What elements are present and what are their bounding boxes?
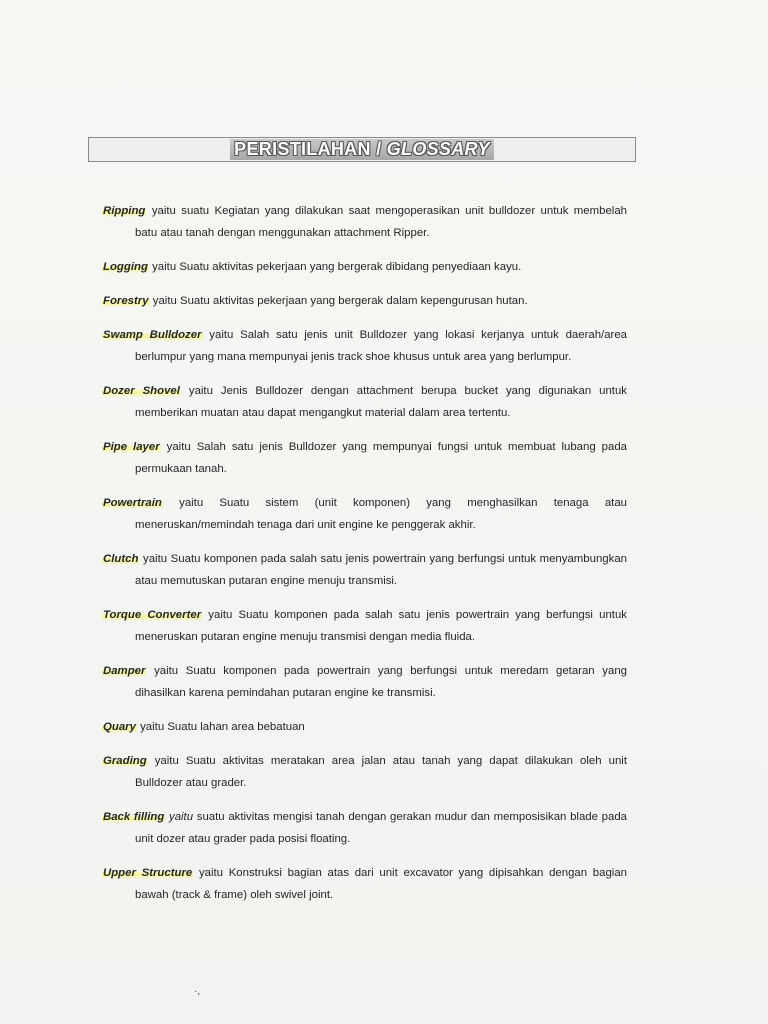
definition-rest: suatu aktivitas mengisi tanah dengan gerakan mudur dan memposisikan blade pada unit dozer atau grader pada posisi floating. <box>135 811 627 845</box>
stray-mark: ·, <box>194 986 201 997</box>
glossary-entry-upper-structure <box>102 862 627 906</box>
definition: yaitu Jenis Bulldozer dengan attachment berupa bucket yang digunakan untuk memberikan muatan atau dapat mengangkut material dalam area tertentu. <box>135 385 627 419</box>
definition: yaitu Suatu komponen pada salah satu jenis powertrain yang berfungsi untuk meneruskan putaran engine menuju transmisi dengan media fluida. <box>135 609 627 643</box>
title-separator: / <box>376 139 382 159</box>
term: Forestry <box>103 295 149 307</box>
glossary-entry-forestry <box>102 290 627 312</box>
term: Ripping <box>103 205 146 217</box>
title-id: PERISTILAHAN <box>234 139 371 159</box>
definition: yaitu Salah satu jenis unit Bulldozer yang lokasi kerjanya untuk daerah/area berlumpur yang mana mempunyai jenis track shoe khusus untuk area yang berlumpur. <box>135 329 628 363</box>
term: Powertrain <box>103 497 162 509</box>
term: Pipe layer <box>103 441 160 453</box>
definition: yaitu Suatu sistem (unit komponen) yang menghasilkan tenaga atau meneruskan/memindah tenaga dari unit engine ke penggerak akhir. <box>135 497 627 531</box>
glossary-entry-quary <box>102 716 627 738</box>
definition: yaitu Suatu aktivitas meratakan area jalan atau tanah yang dapat dilakukan oleh unit Bulldozer atau grader. <box>135 755 627 789</box>
definition: yaitu Suatu aktivitas pekerjaan yang bergerak dalam kepengurusan hutan. <box>152 295 528 307</box>
title-en: GLOSSARY <box>386 139 490 159</box>
glossary-entry-damper <box>102 660 627 704</box>
term: Quary <box>103 721 136 733</box>
glossary-entry-pipe-layer <box>102 436 627 480</box>
definition: yaitu Konstruksi bagian atas dari unit excavator yang dipisahkan dengan bagian bawah (track & frame) oleh swivel joint. <box>135 867 627 901</box>
definition: yaitu suatu Kegiatan yang dilakukan saat mengoperasikan unit bulldozer untuk membelah batu atau tanah dengan menggunakan attachment Ripper. <box>135 205 627 239</box>
definition: yaitu Suatu komponen pada powertrain yang berfungsi untuk meredam getaran yang dihasilkan karena pemindahan putaran engine ke transmisi. <box>135 665 627 699</box>
term: Torque Converter <box>103 609 202 621</box>
definition: yaitu Suatu lahan area bebatuan <box>140 721 305 733</box>
term: Swamp Bulldozer <box>103 329 202 341</box>
term: Back filling <box>103 811 165 823</box>
term: Logging <box>103 261 148 273</box>
definition: yaitu Suatu komponen pada salah satu jenis powertrain yang berfungsi untuk menyambungkan atau memutuskan putaran engine menuju transmisi. <box>135 553 627 587</box>
glossary-entry-dozer-shovel <box>102 380 627 424</box>
term: Clutch <box>103 553 139 565</box>
definition <box>135 811 627 845</box>
definition: yaitu Suatu aktivitas pekerjaan yang bergerak dibidang penyediaan kayu. <box>152 261 522 273</box>
definition-italic-lead: yaitu <box>169 811 194 823</box>
definition: yaitu Salah satu jenis Bulldozer yang mempunyai fungsi untuk membuat lubang pada permukaan tanah. <box>135 441 628 475</box>
glossary-entry-grading <box>102 750 627 794</box>
glossary-entry-logging <box>102 256 627 278</box>
term: Grading <box>103 755 147 767</box>
glossary-list <box>102 200 627 918</box>
glossary-entry-ripping <box>102 200 627 244</box>
glossary-entry-clutch <box>102 548 627 592</box>
term: Damper <box>103 665 146 677</box>
term: Upper Structure <box>103 867 193 879</box>
page-title <box>230 139 494 160</box>
glossary-entry-back-filling <box>102 806 627 850</box>
term: Dozer Shovel <box>103 385 180 397</box>
glossary-entry-torque-converter <box>102 604 627 648</box>
glossary-entry-swamp-bulldozer <box>102 324 627 368</box>
glossary-entry-powertrain <box>102 492 627 536</box>
glossary-title-box <box>88 137 636 162</box>
